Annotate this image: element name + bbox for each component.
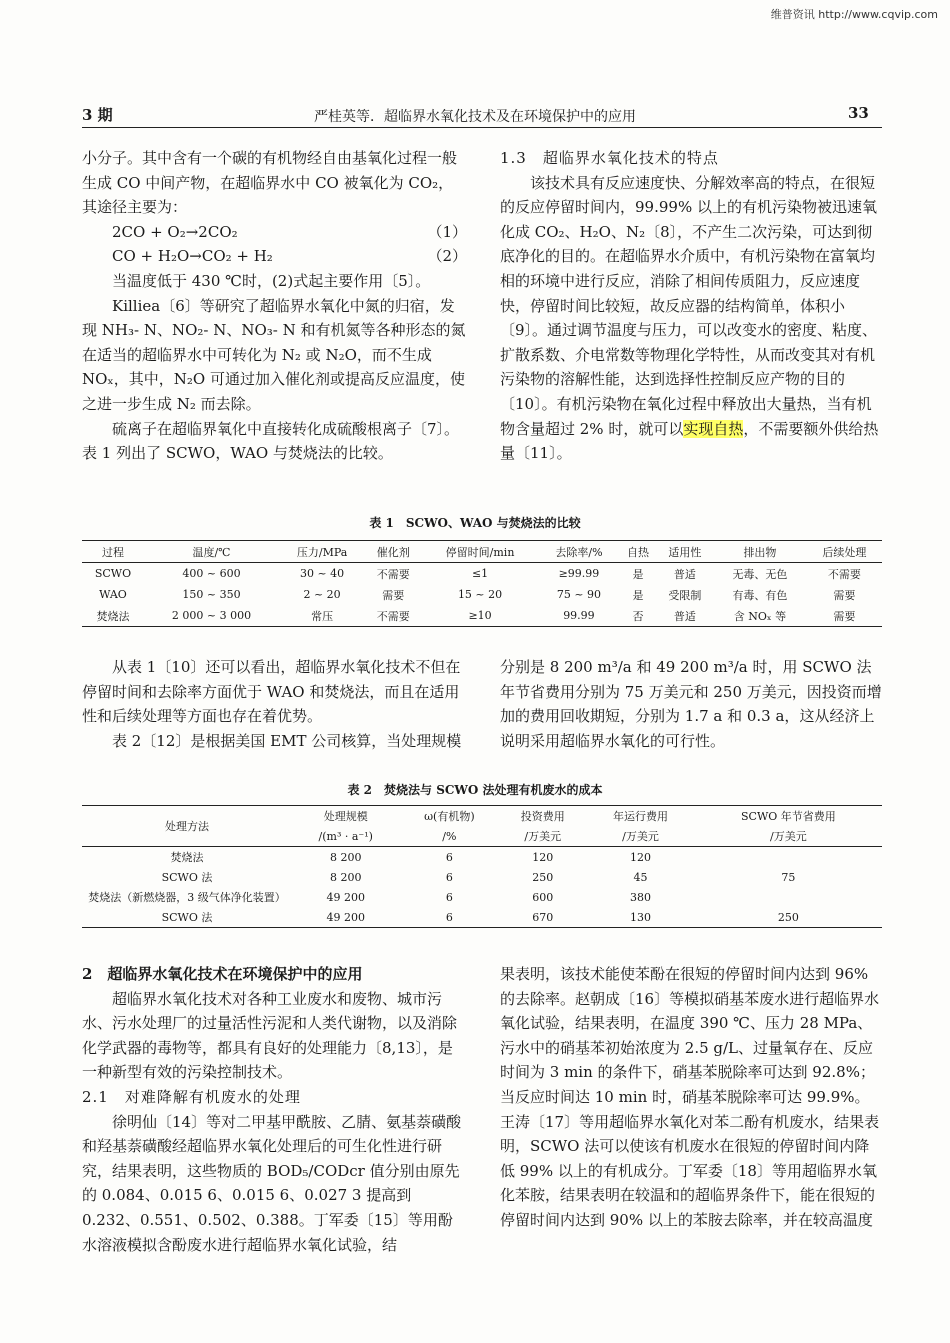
equation-1 (82, 220, 467, 245)
paragraph: 当温度低于 430 ℃时，(2)式起主要作用〔5〕。 (112, 271, 431, 290)
table-header: 后续处理 (822, 545, 867, 559)
page-number: 33 (848, 104, 869, 122)
table-1-caption: 表 1 SCWO、WAO 与焚烧法的比较 (369, 516, 581, 530)
table-header: 温度/℃ (192, 545, 231, 559)
right-column-top (500, 146, 882, 466)
table-row: SCWO 400 ~ 600 30 ~ 40 不需要 ≤1 ≥99.99 是 普适 无毒、无色 不需要 (94, 567, 861, 581)
paragraph: 果表明，该技术能使苯酚在很短的停留时间内达到 96% 的去除率。赵朝成〔16〕等模拟硝基苯废水进行超临界水氧化试验，结果表明，在温度 390 ℃、压力 28 MPa、污水中的硝基苯初始浓度为 2.5 g/L、过量氧存在、反应时间为 3 min 的条件下，硝基苯脱除率可达到 92.8%；当反应时间达 10 min 时，硝基苯脱除率可达 99.9%。王涛〔17〕等用超临界水氧化对苯二酚有机废水，结果表明，SCWO 法可以使该有机废水在很短的停留时间内降低 99% 以上的有机成分。丁军委〔18〕等用超临界水氧化苯胺，结果表明在较温和的超临界条件下，能在很短的停留时间内达到 90% 以上的苯胺去除率，并在较高温度 (500, 965, 880, 1229)
table-row: SCWO 法 8 200 6 250 45 75 (161, 870, 796, 884)
table-header: 处理规模 (323, 810, 368, 823)
section-heading: 2 超临界水氧化技术在环境保护中的应用 (82, 965, 363, 983)
table-row: 焚烧法 8 200 6 120 120 (170, 850, 651, 864)
paragraph: 徐明仙〔14〕等对二甲基甲酰胺、乙腈、氨基萘磺酸和羟基萘磺酸经超临界水氧化处理后的可生化性进行研究，结果表明，这些物质的 BOD₅/CODcr 值分别由原先的 0.084、0.015 6、0.015 6、0.027 3 提高到 0.232、0.551、0.502、0.388。丁军委〔15〕等用酚水溶液模拟含酚废水进行超临界水氧化试验，结 (82, 1112, 462, 1254)
table-header: 压力/MPa (296, 545, 348, 559)
equation-number: （1） (427, 222, 467, 241)
subsection-heading: 2.1 对难降解有机废水的处理 (82, 1087, 301, 1106)
right-column-middle (500, 655, 882, 753)
left-column-bottom (82, 962, 467, 1257)
equation-number: （2） (427, 247, 467, 266)
equation-2 (82, 244, 467, 269)
paragraph: 硫离子在超临界氧化中直接转化成硫酸根离子〔7〕。表 1 列出了 SCWO，WAO 与焚烧法的比较。 (82, 419, 460, 463)
table-header: 处理方法 (165, 820, 209, 833)
paragraph: 小分子。其中含有一个碳的有机物经自由基氧化过程一般生成 CO 中间产物，在超临界水中 CO 被氧化为 CO₂，其途径主要为： (82, 149, 458, 217)
table-row: 焚烧法（新燃烧器，3 级气体净化装置） 49 200 6 600 380 (88, 890, 651, 904)
table-header-unit: /% (442, 829, 457, 843)
table-header: 排出物 (743, 545, 777, 559)
table-header: 年运行费用 (612, 810, 668, 823)
table-header: 过程 (101, 545, 124, 559)
table-header-unit: /万美元 (770, 830, 807, 843)
table-header: 自热 (626, 545, 649, 559)
table-header: SCWO 年节省费用 (741, 810, 836, 823)
left-column-top (82, 146, 467, 466)
table-row: WAO 150 ~ 350 2 ~ 20 需要 15 ~ 20 75 ~ 90 是 受限制 有毒、有色 需要 (99, 588, 856, 602)
table-row: 焚烧法 2 000 ~ 3 000 常压 不需要 ≥10 99.99 否 普适 含 NOₓ 等 需要 (96, 609, 856, 623)
table-header: 投资费用 (520, 810, 565, 823)
paragraph: 表 2〔12〕是根据美国 EMT 公司核算，当处理规模 (112, 731, 462, 750)
table-2 (82, 805, 882, 928)
paragraph: 分别是 8 200 m³/a 和 49 200 m³/a 时，用 SCWO 法年节省费用分别为 75 万美元和 250 万美元，因投资而增加的费用回收期短，分别为 1.7 a 和 0.3 a，这从经济上说明采用超临界水氧化的可行性。 (500, 658, 882, 750)
table-1 (82, 540, 882, 627)
table-header-unit: /万美元 (524, 830, 562, 843)
table-2-caption: 表 2 焚烧法与 SCWO 法处理有机废水的成本 (347, 783, 603, 797)
table-row: SCWO 法 49 200 6 670 130 250 (161, 910, 799, 924)
watermark: 维普资讯 http://www.cqvip.com (770, 8, 938, 21)
table-header-unit: /(m³ · a⁻¹) (318, 829, 373, 843)
paragraph: 该技术具有反应速度快、分解效率高的特点，在很短的反应停留时间内，99.99% 以上的有机污染物被迅速氧化成 CO₂、H₂O、N₂〔8〕，不产生二次污染，可达到彻底净化的目的。在超临界水介质中，有机污染物在富氧均相的环境中进行反应，消除了相间传质阻力，反应速度快，停留时间比较短，故反应器的结构简单，体积小〔9〕。通过调节温度与压力，可以改变水的密度、粘度、扩散系数、介电常数等物理化学特性，从而改变其对有机污染物的溶解性能，达到选择性控制反应产物的目的〔10〕。有机污染物在氧化过程中释放出大量热，当有机物含量超过 2% 时，就可以实现自热，不需要额外供给热量〔11〕。 (500, 173, 879, 463)
section-heading: 1.3 超临界水氧化技术的特点 (500, 149, 719, 167)
table-header: 适用性 (668, 545, 702, 559)
highlighted-text: 实现自热 (683, 419, 744, 438)
equation: 2CO + O₂→2CO₂ (112, 222, 238, 241)
table-header-unit: /万美元 (622, 830, 659, 843)
running-title: 严桂英等．超临界水氧化技术及在环境保护中的应用 (314, 109, 636, 125)
left-column-middle (82, 655, 467, 753)
issue-number: 3 期 (82, 106, 113, 124)
table-header: 停留时间/min (445, 545, 515, 559)
paragraph: 超临界水氧化技术对各种工业废水和废物、城市污水、污水处理厂的过量活性污泥和人类代谢物，以及消除化学武器的毒物等，都具有良好的处理能力〔8,13〕，是一种新型有效的污染控制技术。 (82, 989, 458, 1082)
paragraph: Killiea〔6〕等研究了超临界水氧化中氮的归宿，发现 NH₃- N、NO₂- N、NO₃- N 和有机氮等各种形态的氮在适当的超临界水中可转化为 N₂ 或 N₂O，而不生成 NOₓ，其中，N₂O 可通过加入催化剂或提高反应温度，使之进一步生成 N₂ 而去除。 (82, 296, 466, 413)
paragraph: 从表 1〔10〕还可以看出，超临界水氧化技术不但在停留时间和去除率方面优于 WAO 和焚烧法，而且在适用性和后续处理等方面也存在着优势。 (82, 658, 461, 726)
table-header: 催化剂 (376, 545, 410, 559)
table-header: ω(有机物) (424, 810, 475, 823)
header-rule (82, 127, 882, 128)
equation: CO + H₂O→CO₂ + H₂ (112, 247, 273, 266)
right-column-bottom (500, 962, 882, 1233)
table-header: 去除率/% (555, 545, 603, 559)
